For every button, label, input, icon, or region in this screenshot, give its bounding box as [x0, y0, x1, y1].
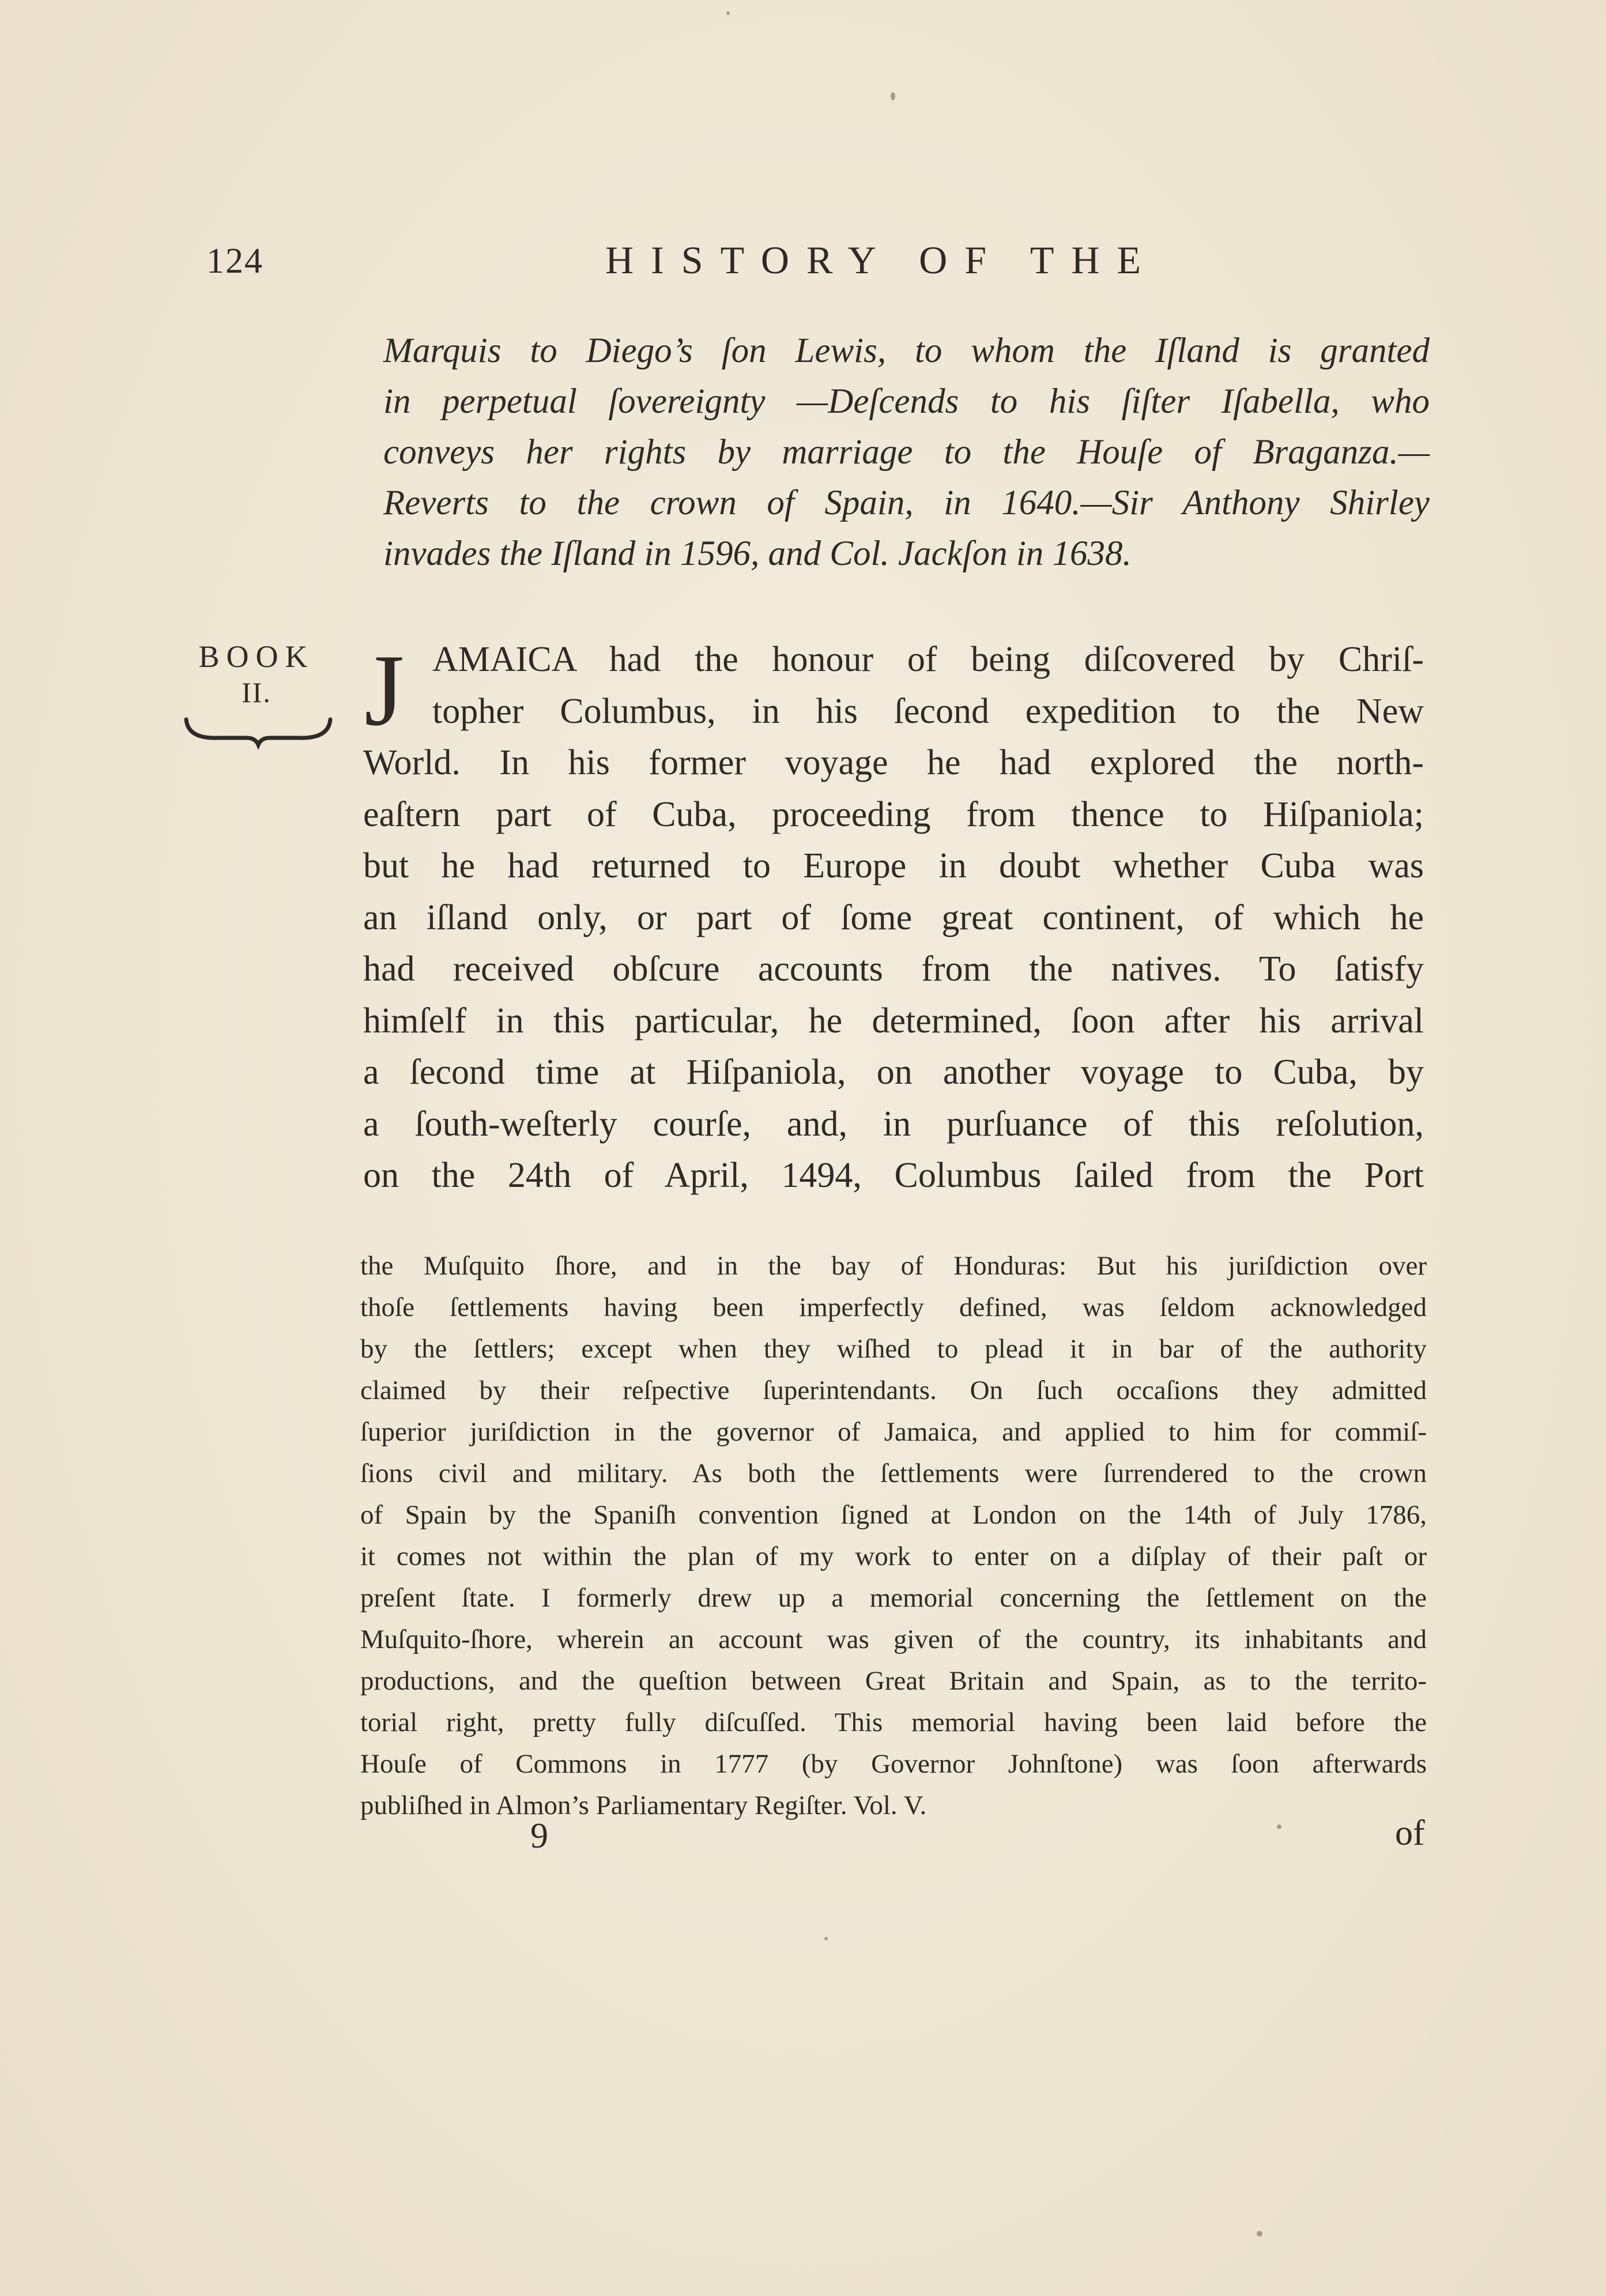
summary-line: Reverts to the crown of Spain, in 1640.—Sir Anthony Shirley	[383, 484, 1430, 522]
footnote-line: preſent ſtate. I formerly drew up a memorial concerning the ſettlement on the	[360, 1583, 1427, 1613]
footnote-line: Muſquito-ſhore, wherein an account was given of the country, its inhabitants and	[360, 1624, 1427, 1654]
catchword: of	[1395, 1814, 1425, 1853]
drop-cap: J	[364, 633, 405, 747]
footnote-line: ſuperior juriſdiction in the governor of Jamaica, and applied to him for commiſ-	[360, 1417, 1427, 1447]
signature-mark: 9	[530, 1816, 548, 1856]
summary-line: Marquis to Diego’s ſon Lewis, to whom the Iſland is granted	[383, 331, 1430, 370]
paper-speck	[1257, 2231, 1262, 2237]
body-line: an iſland only, or part of ſome great continent, of which he	[363, 898, 1424, 937]
footnote	[360, 1245, 1427, 1826]
footnote-line: of Spain by the Spaniſh convention ſigned at London on the 14th of July 1786,	[360, 1500, 1427, 1530]
footnote-line: productions, and the queſtion between Great Britain and Spain, as to the territo-	[360, 1666, 1427, 1696]
body-line: himſelf in this particular, he determined, ſoon after his arrival	[363, 1001, 1424, 1040]
paper-speck	[891, 92, 895, 100]
body-line: AMAICA had the honour of being diſcovered by Chriſ-	[432, 640, 1424, 679]
margin-note	[173, 639, 340, 710]
chapter-summary	[383, 326, 1430, 579]
body-line: a ſecond time at Hiſpaniola, on another voyage to Cuba, by	[363, 1053, 1424, 1092]
brace-ornament	[183, 715, 333, 749]
margin-volume: II.	[242, 676, 272, 708]
body-line: a ſouth-weſterly courſe, and, in purſuance of this reſolution,	[363, 1104, 1424, 1144]
footnote-line: publiſhed in Almon’s Parliamentary Regiſter. Vol. V.	[360, 1790, 927, 1820]
footnote-line: torial right, pretty fully diſcuſſed. This memorial having been laid before the	[360, 1707, 1427, 1737]
body-line: eaſtern part of Cuba, proceeding from thence to Hiſpaniola;	[363, 794, 1424, 834]
body-line: but he had returned to Europe in doubt whether Cuba was	[363, 846, 1424, 885]
paper-speck	[1277, 1824, 1281, 1829]
running-title: HISTORY OF THE	[605, 238, 1159, 282]
body-text	[363, 634, 1424, 1202]
footnote-line: Houſe of Commons in 1777 (by Governor Johnſtone) was ſoon afterwards	[360, 1749, 1427, 1779]
margin-book-label: BOOK	[198, 639, 315, 674]
footnote-line: thoſe ſettlements having been imperfectly defined, was ſeldom acknowledged	[360, 1292, 1427, 1322]
footnote-line: claimed by their reſpective ſuperintendants. On ſuch occaſions they admitted	[360, 1375, 1427, 1405]
footnote-line: by the ſettlers; except when they wiſhed to plead it in bar of the authority	[360, 1334, 1427, 1364]
paper-speck	[726, 12, 730, 15]
footnote-line: ſions civil and military. As both the ſettlements were ſurrendered to the crown	[360, 1458, 1427, 1488]
paper-speck	[824, 1937, 828, 1940]
page-number: 124	[206, 242, 263, 281]
body-line: World. In his former voyage he had explored the north-	[363, 743, 1424, 782]
body-line: on the 24th of April, 1494, Columbus ſailed from the Port	[363, 1156, 1424, 1195]
footnote-line: the Muſquito ſhore, and in the bay of Honduras: But his juriſdiction over	[360, 1251, 1427, 1281]
summary-line: in perpetual ſovereignty —Deſcends to his ſiſter Iſabella, who	[383, 382, 1430, 421]
summary-line: conveys her rights by marriage to the Houſe of Braganza.—	[383, 433, 1430, 472]
summary-line: invades the Iſland in 1596, and Col. Jackſon in 1638.	[383, 534, 1132, 573]
body-line: had received obſcure accounts from the natives. To ſatisfy	[363, 949, 1424, 989]
body-line: topher Columbus, in his ſecond expedition to the New	[432, 691, 1424, 731]
footnote-line: it comes not within the plan of my work to enter on a diſplay of their paſt or	[360, 1541, 1427, 1571]
